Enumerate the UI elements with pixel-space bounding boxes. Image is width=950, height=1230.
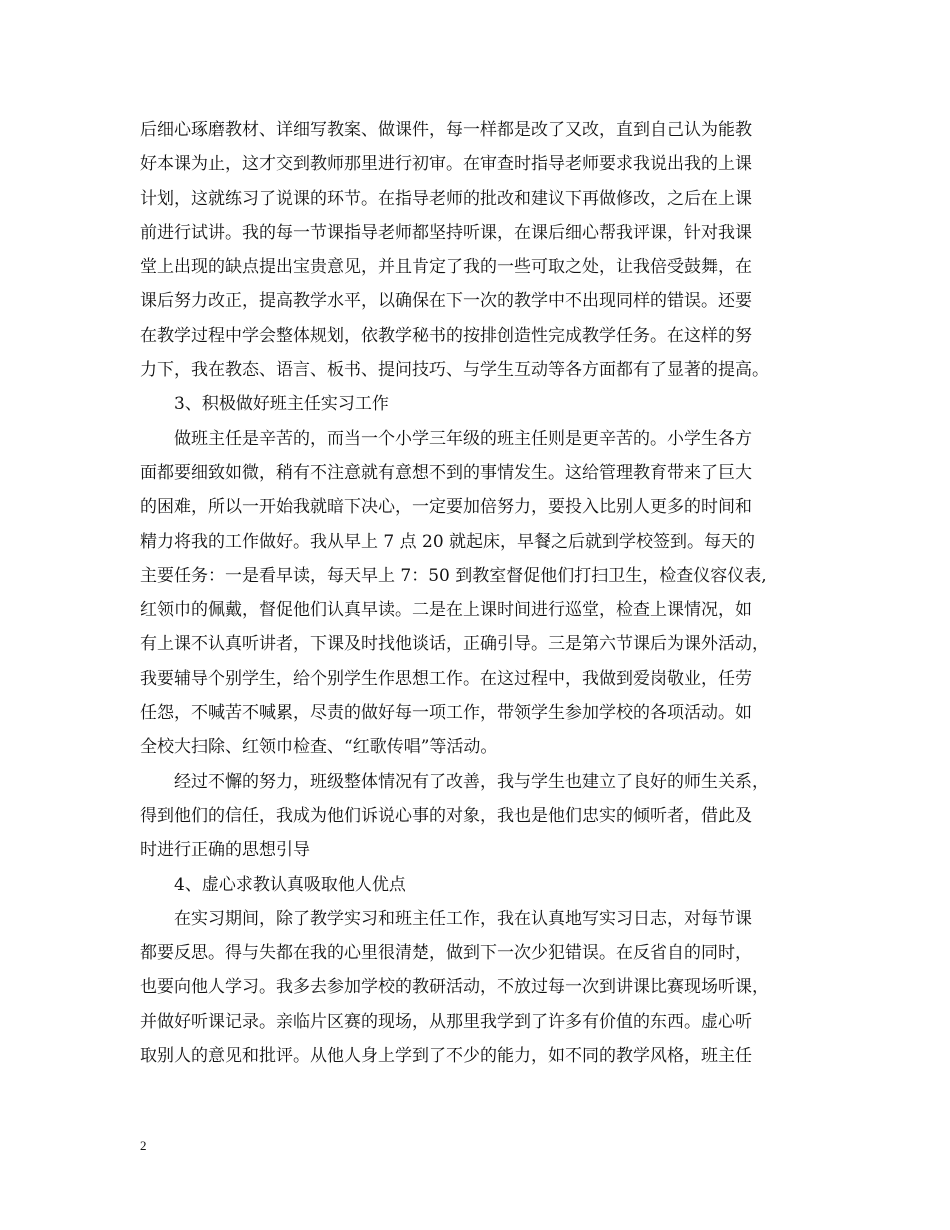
text-line: 并做好听课记录。亲临片区赛的现场，从那里我学到了许多有价值的东西。虚心听 bbox=[140, 1011, 752, 1032]
section-heading: 3、积极做好班主任实习工作 bbox=[140, 394, 389, 415]
text-line: 全校大扫除、红领巾检查、“红歌传唱”等活动。 bbox=[140, 737, 498, 758]
text-line: 我要辅导个别学生，给个别学生作思想工作。在这过程中，我做到爱岗敬业，任劳 bbox=[140, 668, 752, 689]
text-line: 前进行试讲。我的每一节课指导老师都坚持听课，在课后细心帮我评课，针对我课 bbox=[140, 222, 752, 243]
text-line: 的困难，所以一开始我就暗下决心，一定要加倍努力，要投入比别人更多的时间和 bbox=[140, 497, 752, 518]
text-line: 在实习期间，除了教学实习和班主任工作，我在认真地写实习日志，对每节课 bbox=[140, 908, 752, 929]
text-line: 后细心琢磨教材、详细写教案、做课件，每一样都是改了又改，直到自己认为能教 bbox=[140, 120, 752, 140]
text-line: 好本课为止，这才交到教师那里进行初审。在审查时指导老师要求我说出我的上课 bbox=[140, 154, 752, 175]
text-line: 都要反思。得与失都在我的心里很清楚，做到下一次少犯错误。在反省自的同时， bbox=[140, 943, 752, 964]
text-line: 经过不懈的努力，班级整体情况有了改善，我与学生也建立了良好的师生关系， bbox=[140, 771, 769, 792]
text-line: 取别人的意见和批评。从他人身上学到了不少的能力，如不同的教学风格，班主任 bbox=[140, 1046, 752, 1067]
text-line: 时进行正确的思想引导 bbox=[140, 840, 310, 861]
section-heading: 4、虚心求教认真吸取他人优点 bbox=[140, 874, 406, 895]
text-line: 红领巾的佩戴，督促他们认真早读。二是在上课时间进行巡堂，检查上课情况，如 bbox=[140, 600, 752, 621]
text-line: 也要向他人学习。我多去参加学校的教研活动，不放过每一次到讲课比赛现场听课， bbox=[140, 977, 769, 998]
text-line: 力下，我在教态、语言、板书、提问技巧、与学生互动等各方面都有了显著的提高。 bbox=[140, 360, 769, 381]
text-line: 精力将我的工作做好。我从早上 7 点 20 就起床，早餐之后就到学校签到。每天的 bbox=[140, 531, 756, 552]
text-line: 面都要细致如微，稍有不注意就有意想不到的事情发生。这给管理教育带来了巨大 bbox=[140, 462, 752, 483]
text-line: 计划，这就练习了说课的环节。在指导老师的批改和建议下再做修改，之后在上课 bbox=[140, 188, 752, 209]
text-line: 在教学过程中学会整体规划，依教学秘书的按排创造性完成教学任务。在这样的努 bbox=[140, 325, 752, 346]
body-text bbox=[140, 113, 816, 1073]
text-line: 有上课不认真听讲者，下课及时找他谈话，正确引导。三是第六节课后为课外活动， bbox=[140, 634, 769, 655]
page-number: 2 bbox=[140, 1138, 147, 1153]
text-line: 做班主任是辛苦的，而当一个小学三年级的班主任则是更辛苦的。小学生各方 bbox=[140, 428, 752, 449]
text-line: 课后努力改正，提高教学水平，以确保在下一次的教学中不出现同样的错误。还要 bbox=[140, 291, 752, 312]
text-line: 任怨，不喊苦不喊累，尽责的做好每一项工作，带领学生参加学校的各项活动。如 bbox=[140, 703, 752, 724]
text-line: 得到他们的信任，我成为他们诉说心事的对象，我也是他们忠实的倾听者，借此及 bbox=[140, 805, 752, 826]
text-line: 堂上出现的缺点提出宝贵意见，并且肯定了我的一些可取之处，让我倍受鼓舞，在 bbox=[140, 257, 752, 278]
text-line: 主要任务：一是看早读，每天早上 7：50 到教室督促他们打扫卫生，检查仪容仪表, bbox=[140, 565, 767, 586]
